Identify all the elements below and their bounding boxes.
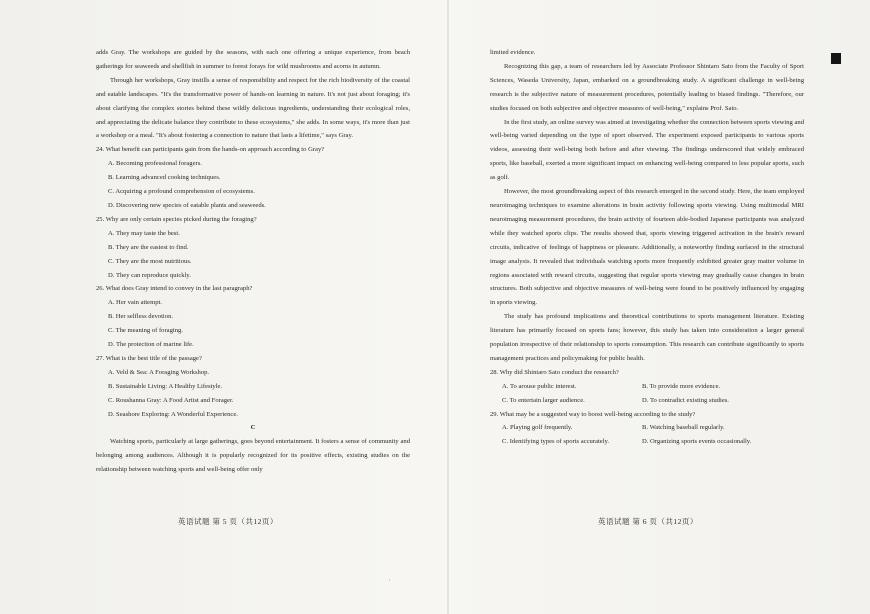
- option: C. Identifying types of sports accurately.: [502, 438, 610, 446]
- section-heading: C: [250, 424, 256, 432]
- question-24: 24. What benefit can participants gain from the hands-on approach according to Gray?: [96, 146, 325, 154]
- question-26: 26. What does Gray intend to convey in the last paragraph?: [96, 285, 253, 293]
- paragraph: Through her workshops, Gray instills a sense of responsibility and respect for the rich biodiversity of the coastal and eatable landscapes. "It's the transformative power of hands-on learning in nature. It's not just about foraging; it's about clarifying the complex stories behind these wildly delicious ingredients, understanding their ecological roles, and appreciating the delicate balance they contribute to these ecosystems," she adds. In some ways, it's more than just a workshop or a meal. "It's about fostering a connection to nature that lasts a lifetime," says Gray.: [96, 76, 410, 140]
- scan-smudge: ʿ: [388, 578, 391, 588]
- option: D. To contradict existing studies.: [642, 396, 729, 404]
- option: B. Learning advanced cooking techniques.: [108, 174, 221, 182]
- option: A. Playing golf frequently.: [502, 424, 573, 432]
- option: D. The protection of marine life.: [108, 341, 194, 349]
- option: B. Her selfless devotion.: [108, 313, 174, 321]
- page-fold: [447, 0, 449, 614]
- option: A. Becoming professional foragers.: [108, 160, 202, 168]
- option: A. They may taste the best.: [108, 229, 180, 237]
- page-6: [490, 46, 804, 449]
- option: B. They are the easiest to find.: [108, 243, 189, 251]
- option: D. Discovering new species of eatable plants and seaweeds.: [108, 201, 266, 209]
- question-29: 29. What may be a suggested way to boost well-being according to the study?: [490, 410, 696, 418]
- option: C. Acquiring a profound comprehension of ecosystems.: [108, 188, 255, 196]
- paragraph: Recognizing this gap, a team of researchers led by Associate Professor Shintaro Sato from the Faculty of Sport Sciences, Waseda University, Japan, embarked on a groundbreaking study. A significant challenge in well-being research is the subjective nature of measurement procedures, potentially leading to biased findings. "Therefore, our studies focused on both subjective and objective measures of well-being," explains Prof. Sato.: [490, 62, 804, 112]
- page-5: [96, 46, 410, 477]
- option: D. They can reproduce quickly.: [108, 271, 191, 279]
- page-footer: 英语试题 第 6 页（共12页）: [598, 517, 698, 526]
- option: C. The meaning of foraging.: [108, 327, 183, 335]
- option: C. Roushanna Gray: A Food Artist and Forager.: [108, 396, 234, 404]
- option: A. Her vain attempt.: [108, 299, 163, 307]
- option: B. To provide more evidence.: [642, 382, 721, 390]
- option: C. They are the most nutritious.: [108, 257, 192, 265]
- paragraph: limited evidence.: [490, 49, 536, 56]
- option: A. Veld & Sea: A Foraging Workshop.: [108, 368, 210, 376]
- option: C. To entertain larger audience.: [502, 396, 585, 404]
- paragraph: However, the most groundbreaking aspect of this research emerged in the second study. Here, the team employed neuroimaging techniques to examine alterations in brain activity following sports viewing. Using multimodal MRI neuroimaging measurement procedures, the brain activity of fourteen able-bodied Japanese participants was analyzed while they watched sports clips. The results showed that, sports viewing triggered activation in the brain's reward circuits, indicative of feelings of happiness or pleasure. Additionally, a noteworthy finding surfaced in the structural image analysis. It revealed that individuals watching sports more frequently exhibited greater gray matter volume in regions associated with reward circuits, suggesting that regular sports viewing may gradually cause changes in brain structures. Both subjective and objective measures of well-being were found to be positively influenced by engaging in sports viewing.: [490, 188, 804, 307]
- question-25: 25. Why are only certain species picked during the foraging?: [96, 215, 257, 223]
- option-row: [490, 435, 804, 449]
- registration-mark: [831, 53, 841, 64]
- option-row: [490, 380, 804, 394]
- paragraph: adds Gray. The workshops are guided by the seasons, with each one offering a unique experience, from beach gatherings for seaweeds and shellfish in summer to forest forays for wild mushrooms and acorns in autumn.: [96, 49, 410, 70]
- paragraph: Watching sports, particularly at large gatherings, goes beyond entertainment. It fosters a sense of community and belonging among audiences. Although it is popularly recognized for its positive effects, existing studies on the relationship between watching sports and well-being offer only: [96, 438, 410, 474]
- option: A. To arouse public interest.: [502, 382, 577, 390]
- option: B. Sustainable Living: A Healthy Lifestyle.: [108, 382, 223, 390]
- option: B. Watching baseball regularly.: [642, 424, 725, 432]
- option: D. Seashore Exploring: A Wonderful Experience.: [108, 410, 238, 418]
- page-footer: 英语试题 第 5 页（共12页）: [178, 517, 278, 526]
- paragraph: The study has profound implications and theoretical contributions to sports management literature. Existing literature has primarily focused on sports fans; however, this study has taken into consideration a larger general population irrespective of their relationship to sports consumption. This research can contribute significantly to sports management practices and policymaking for public health.: [490, 313, 804, 362]
- question-27: 27. What is the best title of the passage?: [96, 354, 202, 362]
- option-row: [490, 394, 804, 408]
- option-row: [490, 421, 804, 435]
- option: D. Organizing sports events occasionally.: [642, 438, 752, 446]
- question-28: 28. Why did Shintaro Sato conduct the research?: [490, 368, 619, 376]
- paragraph: In the first study, an online survey was aimed at investigating whether the connection between sports viewing and well-being varied depending on the type of sport observed. The experiment exposed participants to various sports videos, assessing their well-being both before and after viewing. The findings underscored that widely embraced sports, like baseball, exerted a more significant impact on enhancing well-being compared to less popular sports, such as golf.: [490, 118, 804, 182]
